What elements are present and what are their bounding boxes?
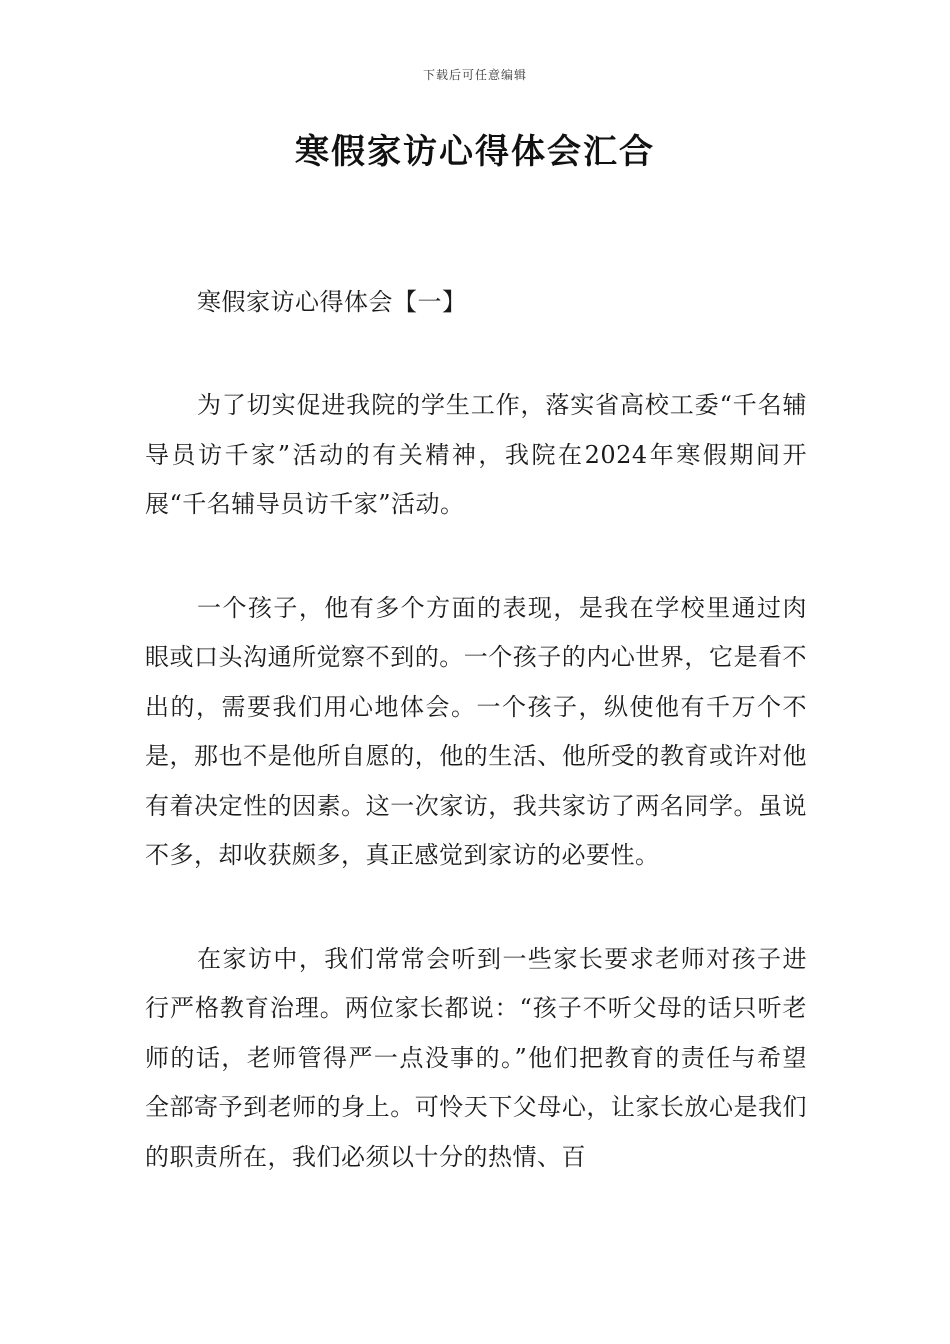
paragraph-1: 为了切实促进我院的学生工作，落实省高校工委“千名辅导员访千家”活动的有关精神，我院在2024年寒假期间开展“千名辅导员访千家”活动。 bbox=[145, 391, 807, 518]
document-title: 寒假家访心得体会汇合 bbox=[295, 132, 655, 172]
header-note: 下载后可任意编辑 bbox=[422, 68, 527, 82]
document-body bbox=[145, 278, 807, 1236]
paragraph-3: 在家访中，我们常常会听到一些家长要求老师对孩子进行严格教育治理。两位家长都说：“孩子不听父母的话只听老师的话，老师管得严一点没事的。”他们把教育的责任与希望全部寄予到老师的身上。可怜天下父母心，让家长放心是我们的职责所在，我们必须以十分的热情、百 bbox=[145, 944, 807, 1171]
paragraph-2: 一个孩子，他有多个方面的表现，是我在学校里通过肉眼或口头沟通所觉察不到的。一个孩子的内心世界，它是看不出的，需要我们用心地体会。一个孩子，纵使他有千万个不是，那也不是他所自愿的，他的生活、他所受的教育或许对他有着决定性的因素。这一次家访，我共家访了两名同学。虽说不多，却收获颇多，真正感觉到家访的必要性。 bbox=[145, 593, 807, 869]
section-heading: 寒假家访心得体会【一】 bbox=[197, 288, 467, 316]
